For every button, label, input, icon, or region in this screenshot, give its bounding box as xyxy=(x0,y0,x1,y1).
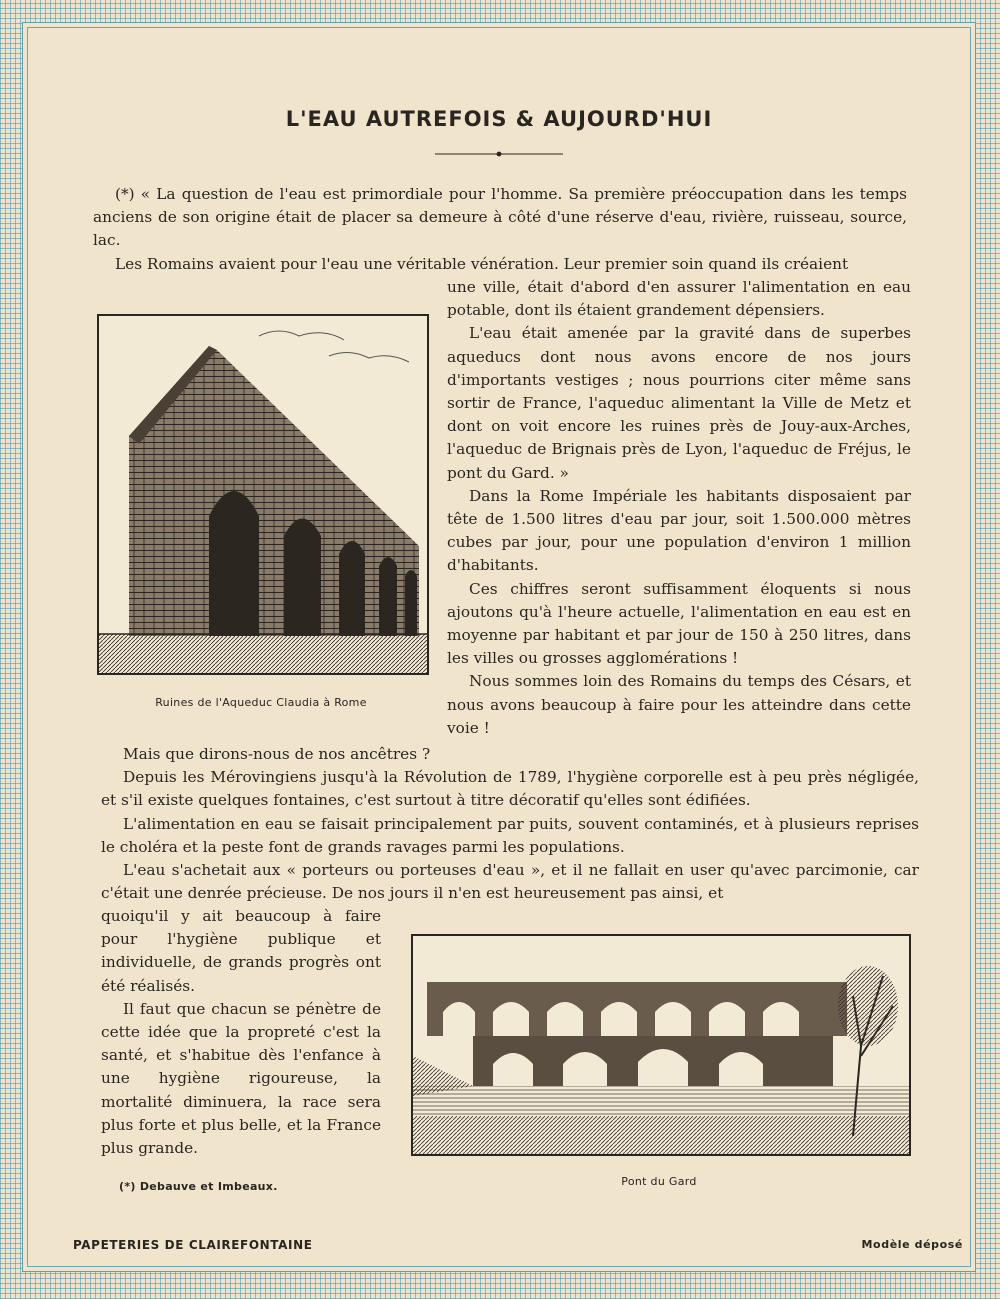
footnote: (*) Debauve et Imbeaux. xyxy=(119,1180,278,1193)
paragraph-wells: L'alimentation en eau se faisait principalement par puits, souvent contaminés, et à plusieurs reprises le choléra et la peste font de grands ravages parmi les populations. xyxy=(101,814,919,856)
paragraph-aqueducts: L'eau était amenée par la gravité dans de superbes aqueducs dont nous avons encore de nos jours d'importants vestiges ; nous pourrions citer même sans sortir de France, l'aqueduc alimentant la Ville de Metz et dont on voit encore les ruines près de Jouy-aux-Arches, l'aqueduc de Brignais près de Lyon, l'aqueduc de Fréjus, le pont du Gard. » xyxy=(447,324,911,482)
paragraph-progress: quoiqu'il y ait beaucoup à faire pour l'hygiène publique et individuelle, de grands progrès ont été réalisés. xyxy=(101,907,381,995)
paragraph-cleanliness: Il faut que chacun se pénètre de cette idée que la propreté c'est la santé, et s'habitue dès l'enfance à une hygiène rigoureuse, la mortalité diminuera, la race sera plus forte et plus belle, et la France plus grande. xyxy=(101,999,381,1158)
title-divider xyxy=(435,150,563,158)
page-sheet xyxy=(22,22,976,1272)
paragraph-far-from-romans: Nous sommes loin des Romains du temps des Césars, et nous avons beaucoup à faire pour les atteindre dans cette voie ! xyxy=(447,672,911,737)
paragraph-romans: une ville, était d'abord d'en assurer l'alimentation en eau potable, dont ils étaient grandement dépensiers. xyxy=(447,278,911,320)
registered-design-notice: Modèle déposé xyxy=(861,1238,963,1251)
page-title: L'EAU AUTREFOIS & AUJOURD'HUI xyxy=(285,107,713,131)
paragraph-intro: (*) « La question de l'eau est primordiale pour l'homme. Sa première préoccupation dans les temps anciens de son origine était de placer sa demeure à côté d'une réserve d'eau, rivière, ruisseau, source, lac. xyxy=(93,185,907,250)
paragraph-merovingians: Depuis les Mérovingiens jusqu'à la Révolution de 1789, l'hygiène corporelle est à peu près négligée, et s'il existe quelques fontaines, c'est surtout à titre décoratif qu'elles sont édifiées. xyxy=(101,768,919,810)
paragraph-rome-figures: Dans la Rome Impériale les habitants disposaient par tête de 1.500 litres d'eau par jour, soit 1.500.000 mètres cubes par jour, pour une population d'environ 1 million d'habitants. xyxy=(447,486,911,575)
publisher-name: PAPETERIES DE CLAIREFONTAINE xyxy=(73,1238,313,1252)
pont-du-gard-illustration xyxy=(411,934,911,1156)
paragraph-romans-first-line: Les Romains avaient pour l'eau une véritable vénération. Leur premier soin quand ils créaient xyxy=(115,254,849,273)
aqueduct-claudia-illustration xyxy=(97,314,429,675)
paragraph-modern-figures: Ces chiffres seront suffisamment éloquents si nous ajoutons qu'à l'heure actuelle, l'alimentation en eau est en moyenne par habitant et par jour de 150 à 250 litres, dans les villes ou grosses agglomérations ! xyxy=(447,579,911,668)
pont-du-gard-caption: Pont du Gard xyxy=(621,1175,697,1188)
paragraph-water-carriers: L'eau s'achetait aux « porteurs ou porteuses d'eau », et il ne fallait en user qu'avec parcimonie, car c'était une denrée précieuse. De nos jours il n'en est heureusement pas ainsi, et xyxy=(101,861,919,903)
aqueduct-caption: Ruines de l'Aqueduc Claudia à Rome xyxy=(155,696,367,709)
paragraph-ancestors-question: Mais que dirons-nous de nos ancêtres ? xyxy=(123,745,431,763)
